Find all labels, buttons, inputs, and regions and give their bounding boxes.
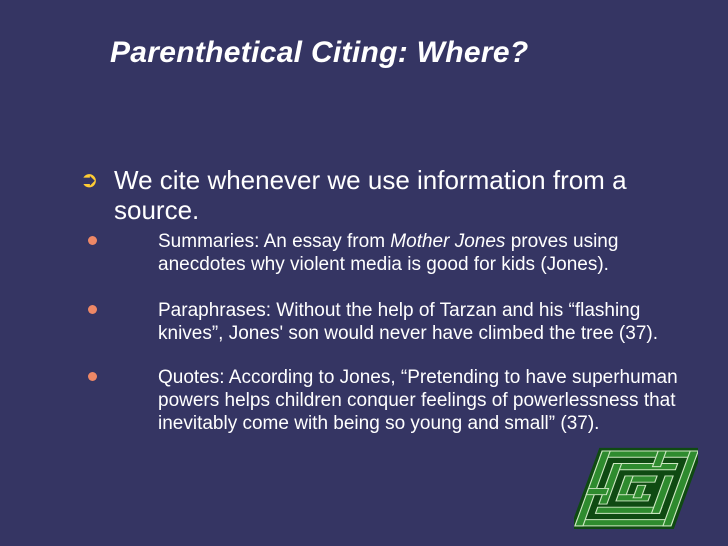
main-bullet-text: We cite whenever we use information from a source. xyxy=(114,165,627,225)
dot-bullet-icon xyxy=(88,236,97,245)
sub-bullet-text xyxy=(158,230,698,276)
slide-title: Parenthetical Citing: Where? xyxy=(110,36,529,69)
dot-bullet-icon xyxy=(88,305,97,314)
sub-bullet-text-part: Paraphrases: Without the help of Tarzan and his “flashing knives”, Jones' son would never have climbed the tree (37). xyxy=(158,300,658,344)
dot-bullet-icon xyxy=(88,372,97,381)
sub-bullet-text xyxy=(158,366,698,435)
curved-arrow-bullet-icon: ➲ xyxy=(80,167,99,192)
sub-bullet-text-part: Quotes: According to Jones, “Pretending to have superhuman powers helps children conquer feelings of powerlessness that inevitably come with being so young and small” (37). xyxy=(158,367,678,434)
hedge-maze-graphic xyxy=(574,436,698,544)
sub-bullet-text xyxy=(158,299,698,345)
sub-bullet-text-part: Summaries: An essay from xyxy=(158,231,391,252)
sub-bullet-text-part: proves using anecdotes why violent media is good for kids (Jones). xyxy=(158,231,619,275)
sub-bullet-emphasis: Mother Jones xyxy=(390,231,506,252)
